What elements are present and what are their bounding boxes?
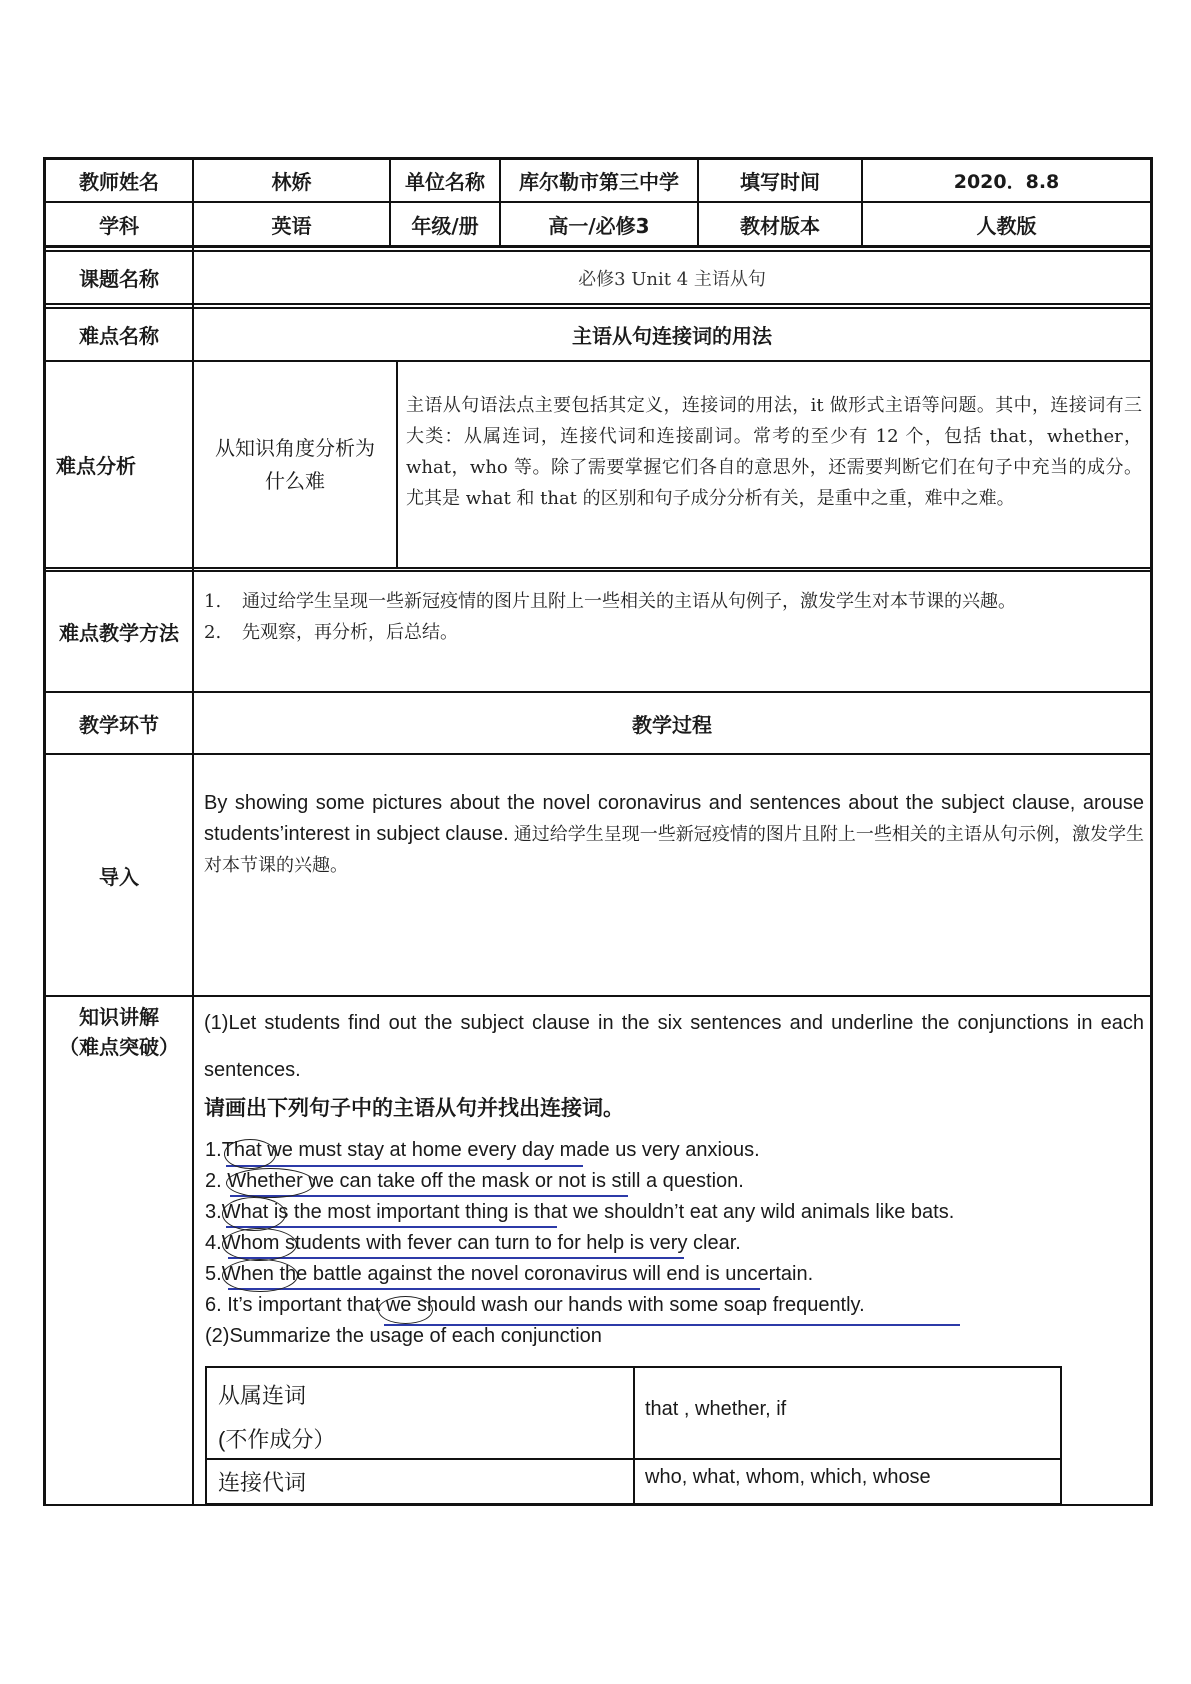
difficulty-label: 难点名称 <box>79 324 159 348</box>
sentence-2: 2. Whether we can take off the mask or not is still a question. <box>205 1170 744 1192</box>
sentence-1: 1.That we must stay at home every day made us very anxious. <box>205 1139 760 1161</box>
task1-cn-text: 请画出下列句子中的主语从句并找出连接词。 <box>204 1096 624 1120</box>
intro-text: By showing some pictures about the novel coronavirus and sentences about the subject clause, arouse students’interest in subject clause. 通过给学生呈现一些新冠疫情的图片且附上一些相关的主语从句示例，激发学生对本节课的兴趣。 <box>204 792 1144 876</box>
sentence-5: 5.When the battle against the novel coronavirus will end is uncertain. <box>205 1263 814 1285</box>
process-label: 教学过程 <box>632 712 712 737</box>
underline-5 <box>228 1288 760 1290</box>
analysis-text: 主语从句语法点主要包括其定义，连接词的用法，it 做形式主语等问题。其中，连接词有三大类：从属连词，连接代词和连接副词。常考的至少有 12 个，包括 that，whether，what，who 等。除了需要掌握它们各自的意思外，还需要判断它们在句子中充当的成分。尤其是 what 和 that 的区别和句子成分分析有关，是重中之重，难中之难。 <box>406 395 1142 509</box>
analysis-label: 难点分析 <box>56 454 136 478</box>
usage-row-1-words: that , whether, if <box>645 1398 787 1420</box>
knowledge-label: 知识讲解 （难点突破） <box>59 1005 179 1059</box>
subject-value: 英语 <box>271 213 312 238</box>
underline-1 <box>226 1165 583 1167</box>
method-list <box>204 586 1144 648</box>
sentence-4: 4.Whom students with fever can turn to for help is very clear. <box>205 1232 741 1254</box>
circle-that-1 <box>224 1139 276 1169</box>
circle-when <box>222 1259 298 1292</box>
topic-label: 课题名称 <box>79 267 159 291</box>
circle-whether <box>226 1168 315 1198</box>
underline-6 <box>384 1324 960 1326</box>
topic-value: 必修3 Unit 4 主语从句 <box>578 268 766 290</box>
edition-value: 人教版 <box>976 213 1037 238</box>
unit-name-value: 库尔勒市第三中学 <box>519 170 679 194</box>
fill-date-label: 填写时间 <box>740 170 820 194</box>
method-item-1: 1. 通过给学生呈现一些新冠疫情的图片且附上一些相关的主语从句例子，激发学生对本节课的兴趣。 <box>204 591 1016 612</box>
teacher-name-value: 林娇 <box>271 170 312 194</box>
circle-that-6 <box>378 1296 433 1324</box>
grade-value: 高一/必修3 <box>548 213 650 238</box>
subject-label: 学科 <box>99 213 139 238</box>
teacher-name-label: 教师姓名 <box>79 170 159 194</box>
method-label: 难点教学方法 <box>59 620 179 645</box>
usage-row-1-type: 从属连词 (不作成分） <box>218 1383 336 1452</box>
grade-label: 年级/册 <box>411 213 479 238</box>
sentence-6: 6. It’s important that we should wash our hands with some soap frequently. <box>205 1294 865 1316</box>
circle-whom <box>222 1228 297 1261</box>
task1-text: (1)Let students find out the subject clause in the six sentences and underline the conjunctions in each sentences. <box>204 1012 1144 1081</box>
usage-row-2-type: 连接代词 <box>218 1470 307 1495</box>
difficulty-value: 主语从句连接词的用法 <box>572 324 772 348</box>
sentence-3: 3.What is the most important thing is that we shouldn’t eat any wild animals like bats. <box>205 1201 955 1223</box>
usage-row-2-words: who, what, whom, which, whose <box>645 1466 931 1488</box>
edition-label: 教材版本 <box>740 213 820 238</box>
fill-date-value: 2020．8.8 <box>953 171 1060 193</box>
unit-name-label: 单位名称 <box>405 170 485 194</box>
analysis-sub-label: 从知识角度分析为什么难 <box>215 435 375 493</box>
method-item-2: 2. 先观察，再分析，后总结。 <box>204 622 458 643</box>
process-step-label: 教学环节 <box>79 712 159 737</box>
underline-4 <box>228 1257 684 1259</box>
intro-label: 导入 <box>99 864 139 889</box>
task2-text: (2)Summarize the usage of each conjunction <box>205 1325 602 1347</box>
circle-what <box>222 1197 286 1231</box>
